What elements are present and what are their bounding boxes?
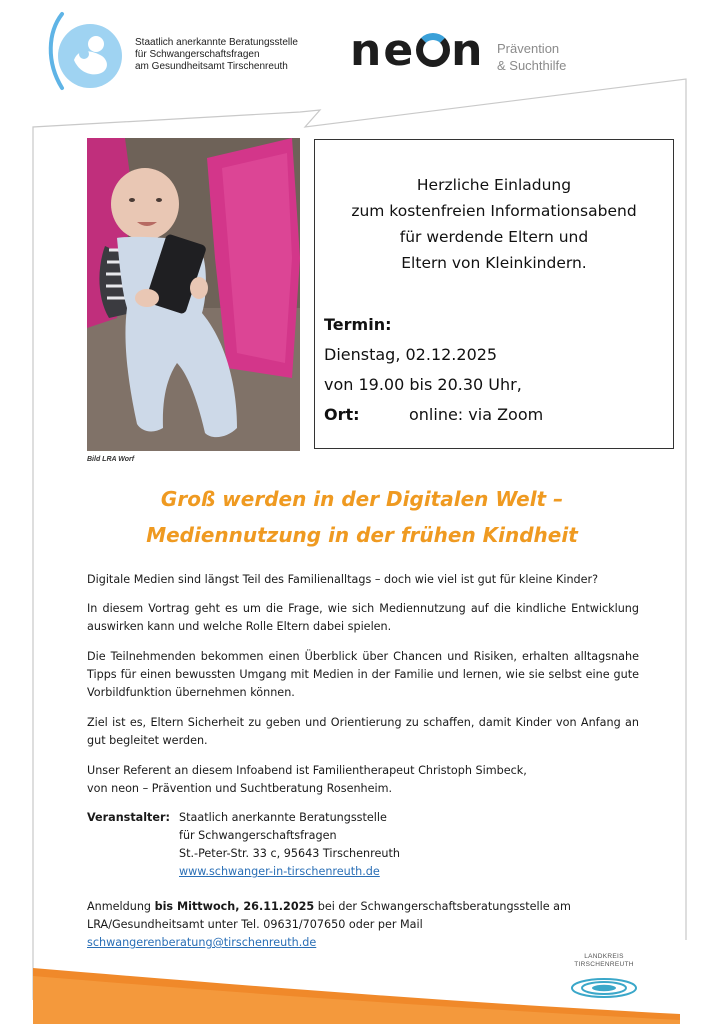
paragraph: Ziel ist es, Eltern Sicherheit zu geben und Orientierung zu schaffen, damit Kinder von Anfang an gut begleitet werden. xyxy=(87,716,639,747)
email-link[interactable]: schwangerenberatung@tirschenreuth.de xyxy=(87,936,317,949)
invitation-heading-line: Eltern von Kleinkindern. xyxy=(401,254,587,272)
paragraph: Digitale Medien sind längst Teil des Familienalltags – doch wie viel ist gut für kleine Kinder? xyxy=(87,573,599,586)
invitation-box xyxy=(314,139,674,449)
organizer-label: Veranstalter: xyxy=(87,811,170,824)
left-org-line: Staatlich anerkannte Beratungsstelle xyxy=(135,37,298,48)
registration-deadline: bis Mittwoch, 26.11.2025 xyxy=(154,900,315,913)
invitation-heading xyxy=(315,172,673,276)
neon-logo xyxy=(350,26,485,76)
left-org-line: für Schwangerschaftsfragen xyxy=(135,49,260,60)
event-title-line: Mediennutzung in der frühen Kindheit xyxy=(146,523,578,547)
registration-line: LRA/Gesundheitsamt unter Tel. 09631/707650 oder per Mail xyxy=(87,918,423,931)
left-org-line: am Gesundheitsamt Tirschenreuth xyxy=(135,61,288,72)
neon-subtitle xyxy=(497,40,566,74)
baby-with-smartphone-photo xyxy=(87,138,300,451)
neon-subtitle-line: Prävention xyxy=(497,41,560,56)
event-date: Dienstag, 02.12.2025 xyxy=(324,345,498,364)
organizer-line: Staatlich anerkannte Beratungsstelle xyxy=(179,811,387,824)
neon-logo-end: n xyxy=(451,25,485,76)
event-title-line: Groß werden in der Digitalen Welt – xyxy=(160,487,564,511)
referent-line: Unser Referent an diesem Infoabend ist Familientherapeut Christoph Simbeck, xyxy=(87,764,527,777)
organizer-line: St.-Peter-Str. 33 c, 95643 Tirschenreuth xyxy=(179,847,400,860)
ort-value: online: via Zoom xyxy=(409,405,544,424)
ort-label: Ort: xyxy=(324,405,360,424)
left-org-text xyxy=(135,37,298,73)
paragraph: In diesem Vortrag geht es um die Frage, wie sich Mediennutzung auf die kindliche Entwicklung auswirken kann und welche Rolle Eltern dabei spielen. xyxy=(87,602,639,633)
registration-paragraph xyxy=(87,898,639,952)
water-ripple-icon xyxy=(563,952,645,1002)
paragraph: Die Teilnehmenden bekommen einen Überblick über Chancen und Risiken, erhalten alltagsnahe Tipps für einen bewussten Umgang mit Medien in der Familie und lernen, wie sie selbst eine gute Vorbildfunktion übernehmen können. xyxy=(87,650,639,699)
landkreis-line: LANDKREIS xyxy=(584,953,624,960)
invitation-heading-line: für werdende Eltern und xyxy=(399,228,589,246)
referent-paragraph xyxy=(87,762,639,798)
invitation-heading-line: Herzliche Einladung xyxy=(416,176,572,194)
organizer-address xyxy=(179,809,400,881)
neon-o-icon xyxy=(416,33,450,67)
registration-prefix: Anmeldung xyxy=(87,900,155,913)
termin-label: Termin: xyxy=(324,315,392,334)
baby-in-womb-icon xyxy=(44,10,128,94)
registration-rest: bei der Schwangerschaftsberatungsstelle am xyxy=(314,900,571,913)
event-details xyxy=(324,310,544,430)
organizer-line: für Schwangerschaftsfragen xyxy=(179,829,337,842)
invitation-heading-line: zum kostenfreien Informationsabend xyxy=(351,202,637,220)
landkreis-line: TIRSCHENREUTH xyxy=(574,961,634,968)
neon-logo-start: ne xyxy=(350,25,416,76)
event-title xyxy=(0,481,724,553)
website-link[interactable]: www.schwanger-in-tirschenreuth.de xyxy=(179,865,380,878)
referent-line: von neon – Prävention und Suchtberatung Rosenheim. xyxy=(87,782,393,795)
neon-subtitle-line: & Suchthilfe xyxy=(497,58,567,73)
photo-credit: Bild LRA Worf xyxy=(87,456,135,463)
event-time: von 19.00 bis 20.30 Uhr, xyxy=(324,375,522,394)
